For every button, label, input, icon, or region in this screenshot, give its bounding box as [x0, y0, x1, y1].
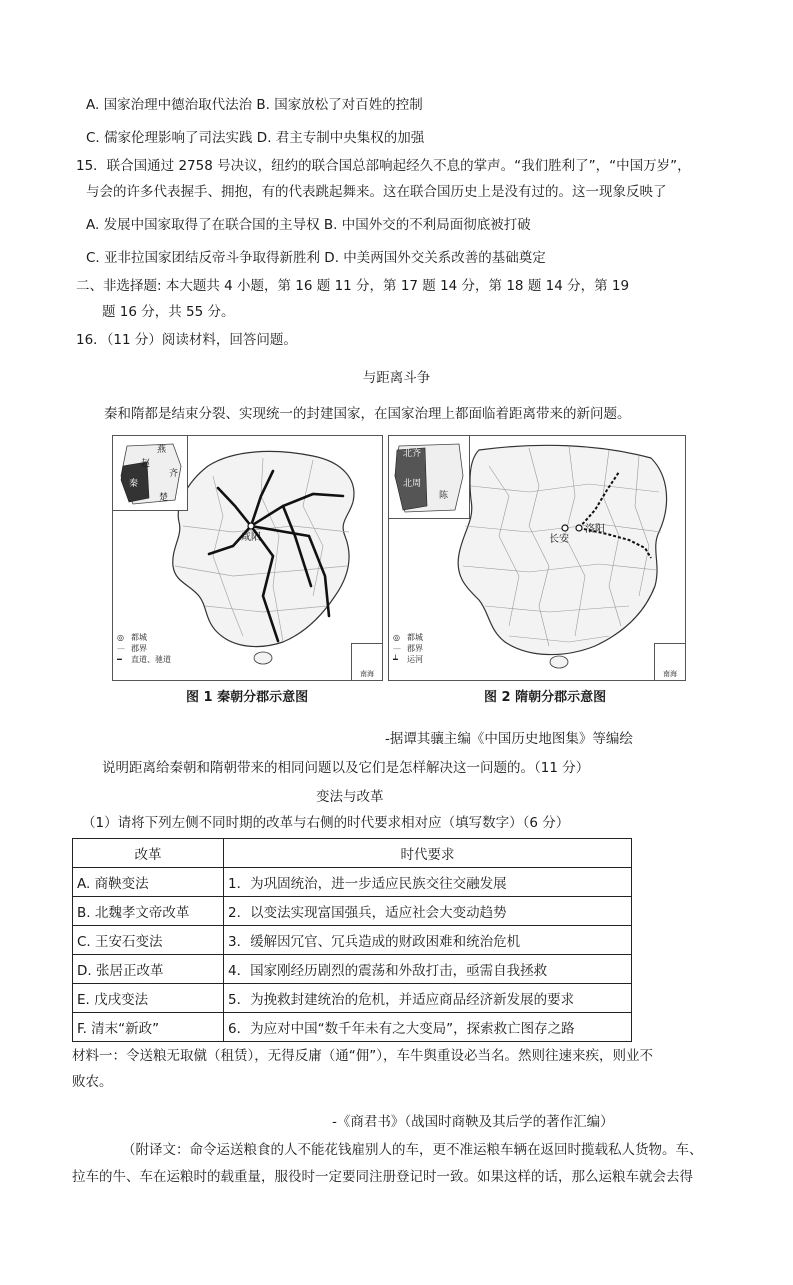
q16-heading: 16．（11 分）阅读材料，回答问题。	[76, 332, 297, 348]
changan-label: 长安	[549, 534, 569, 545]
requirement-cell: 3．缓解因冗官、冗兵造成的财政困难和统治危机	[224, 926, 632, 955]
table-row	[73, 897, 632, 926]
q14-options-ab: A. 国家治理中德治取代法治 B. 国家放松了对百姓的控制	[86, 97, 423, 113]
table-row	[73, 984, 632, 1013]
qin-map-legend: ◎ 都城 — 郡界 ━ 直道、驰道	[117, 633, 171, 664]
table-row	[73, 1013, 632, 1042]
q15-options-ab: A. 发展中国家取得了在联合国的主导权 B. 中国外交的不利局面彻底被打破	[86, 217, 531, 233]
material1-source: -《商君书》（战国时商鞅及其后学的著作汇编）	[332, 1114, 614, 1130]
requirement-cell: 2．以变法实现富国强兵，适应社会大变动趋势	[224, 897, 632, 926]
xianyang-capital-marker	[248, 523, 254, 529]
sui-map-legend: ◎ 都城 — 郡界 ┷ 运河	[393, 633, 423, 664]
q15-stem-line1: 15．联合国通过 2758 号决议，纽约的联合国总部响起经久不息的掌声。“我们胜利了”，“中国万岁”，	[76, 158, 691, 174]
q16-title: 与距离斗争	[362, 370, 431, 386]
sui-map-caption: 图 2 隋朝分郡示意图	[484, 690, 607, 705]
translation-line2: 拉车的牛、车在运粮时的载重量，服役时一定要同注册登记时一致。如果这样的话，那么运粮车就会去得	[72, 1169, 693, 1185]
requirement-cell: 4．国家刚经历剧烈的震荡和外敌打击，亟需自我拯救	[224, 955, 632, 984]
luoyang-label: 洛阳	[585, 524, 605, 535]
section2-heading-line1: 二、非选择题: 本大题共 4 小题，第 16 题 11 分，第 17 题 14 分，第 18 题 14 分，第 19	[76, 278, 630, 294]
table-row	[73, 926, 632, 955]
header-reform: 改革	[73, 839, 224, 868]
requirement-cell: 1．为巩固统治，进一步适应民族交往交融发展	[224, 868, 632, 897]
q16-source: -据谭其骧主编《中国历史地图集》等编绘	[385, 731, 633, 747]
reform-matching-table	[72, 838, 632, 1042]
qin-map-caption: 图 1 秦朝分郡示意图	[186, 690, 309, 705]
q16-intro: 秦和隋都是结束分裂、实现统一的封建国家，在国家治理上都面临着距离带来的新问题。	[104, 406, 631, 422]
requirement-cell: 6．为应对中国“数千年未有之大变局”，探索救亡图存之路	[224, 1013, 632, 1042]
table-row	[73, 955, 632, 984]
q15-options-cd: C. 亚非拉国家团结反帝斗争取得新胜利 D. 中美两国外交关系改善的基础奠定	[86, 250, 546, 266]
sui-map	[388, 435, 686, 681]
q16-question: 说明距离给秦朝和隋朝带来的相同问题以及它们是怎样解决这一问题的。（11 分）	[102, 760, 590, 776]
reform-cell: F. 清末“新政”	[73, 1013, 224, 1042]
sui-inset-map: 北齐 北周 陈	[389, 436, 470, 519]
requirement-cell: 5．为挽救封建统治的危机，并适应商品经济新发展的要求	[224, 984, 632, 1013]
reform-cell: C. 王安石变法	[73, 926, 224, 955]
reform-cell: E. 戊戌变法	[73, 984, 224, 1013]
header-requirement: 时代要求	[224, 839, 632, 868]
sui-south-sea-inset: 南海	[654, 643, 685, 680]
material1-line2: 败农。	[72, 1074, 113, 1090]
q14-options-cd: C. 儒家伦理影响了司法实践 D. 君主专制中央集权的加强	[86, 130, 425, 146]
table-header-row	[73, 839, 632, 868]
reform-cell: D. 张居正改革	[73, 955, 224, 984]
table-row	[73, 868, 632, 897]
reform-cell: B. 北魏孝文帝改革	[73, 897, 224, 926]
qin-map	[112, 435, 383, 681]
material1-line1: 材料一：令送粮无取僦（租赁），无得反庸（通“佣”），车牛舆重设必当名。然则往速来疾，则业不	[72, 1048, 653, 1064]
section2-heading-line2: 题 16 分，共 55 分。	[102, 304, 235, 320]
q17-title: 变法与改革	[316, 789, 384, 805]
translation-line1: （附译文：命令运送粮食的人不能花钱雇别人的车，更不准运粮车辆在返回时揽载私人货物。车、	[122, 1142, 703, 1158]
xianyang-label: 咸阳	[241, 532, 261, 543]
qin-inset-map: 燕 赵 齐 秦 楚	[113, 436, 188, 511]
reform-cell: A. 商鞅变法	[73, 868, 224, 897]
q15-stem-line2: 与会的许多代表握手、拥抱，有的代表跳起舞来。这在联合国历史上是没有过的。这一现象反映了	[86, 184, 667, 200]
q17-instruction: （1）请将下列左侧不同时期的改革与右侧的时代要求相对应（填写数字）（6 分）	[82, 815, 570, 831]
qin-south-sea-inset: 南海	[351, 643, 382, 680]
